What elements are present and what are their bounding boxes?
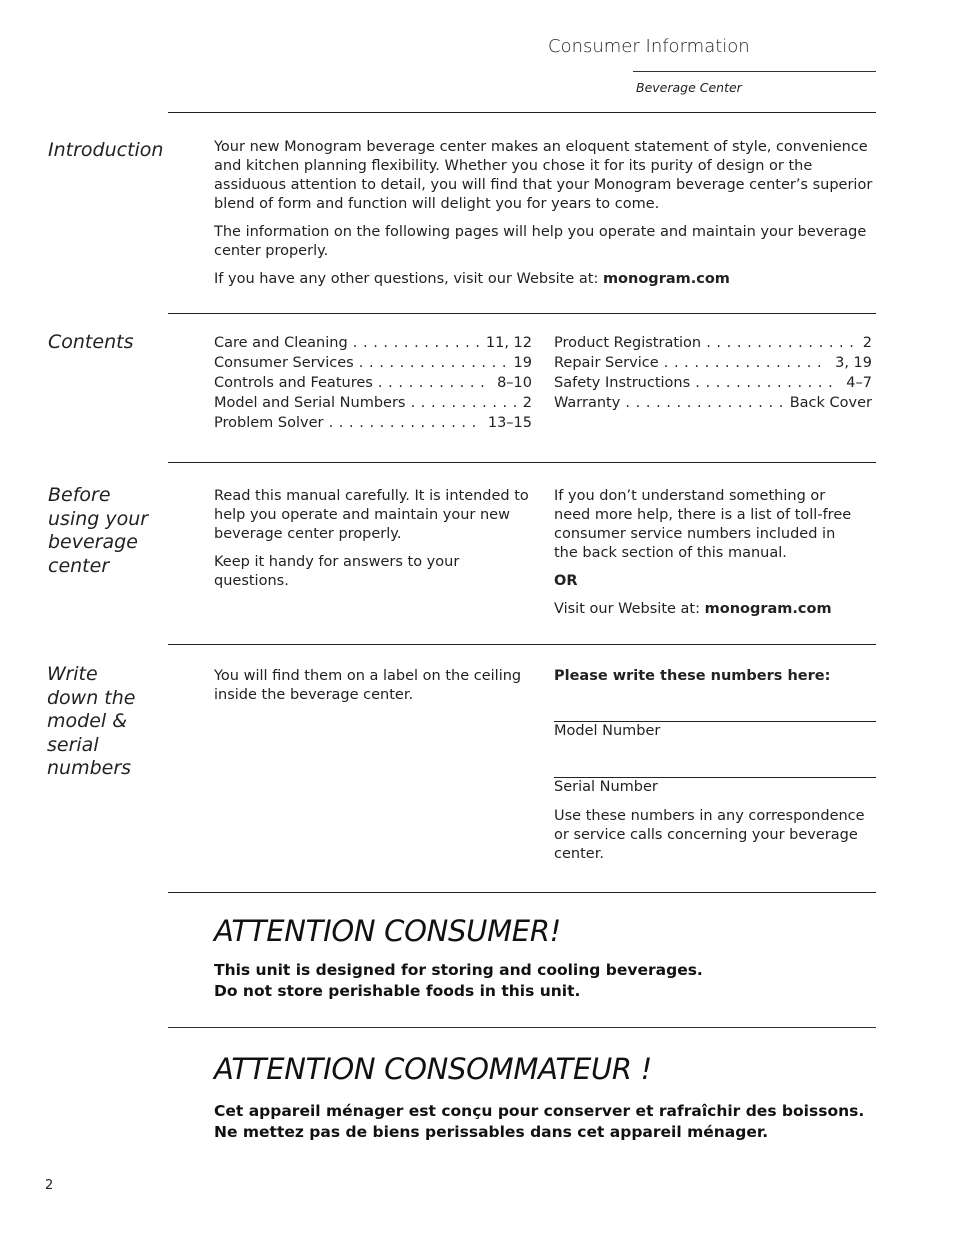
serial-number-field[interactable] xyxy=(554,777,876,778)
contents-heading: Contents xyxy=(48,331,134,353)
introduction-paragraph: Your new Monogram beverage center makes an eloquent statement of style, convenience and kitchen planning flexibility. Whether you chose it for its purity of design or the assiduous attention to detail, you will find that your Monogram beverage center’s superior blend of form and function will delight you for years to come. xyxy=(214,139,873,212)
website-text: Visit our Website at: xyxy=(554,601,705,617)
toc-entry[interactable] xyxy=(554,353,872,373)
toc-entry[interactable] xyxy=(214,373,532,393)
or-label xyxy=(554,572,854,591)
toc-page: 11, 12 xyxy=(485,335,532,351)
warning-line: This unit is designed for storing and cooling beverages. xyxy=(214,961,703,979)
toc-dots: . . . . . . . . . . . . . . xyxy=(690,375,834,391)
toc-label: Model and Serial Numbers xyxy=(214,395,406,411)
website-text: If you have any other questions, visit our Website at: xyxy=(214,271,603,287)
attention-consommateur-text xyxy=(214,1101,864,1143)
before-using-heading xyxy=(48,484,148,578)
section-divider xyxy=(168,644,876,645)
toc-page: 3, 19 xyxy=(835,355,872,371)
warning-line: Ne mettez pas de biens perissables dans cet appareil ménager. xyxy=(214,1123,769,1141)
write-numbers-heading xyxy=(554,667,874,686)
warning-line: Cet appareil ménager est conçu pour conserver et rafraîchir des boissons. xyxy=(214,1102,865,1120)
before-using-right xyxy=(554,487,854,619)
toc-entry[interactable] xyxy=(214,393,532,413)
section-divider xyxy=(168,892,876,893)
toc-dots: . . . . . . . . . . . xyxy=(405,395,518,411)
toc-page: 2 xyxy=(522,395,532,411)
attention-consommateur-title: ATTENTION CONSOMMATEUR ! xyxy=(214,1052,653,1086)
serial-number-label: Serial Number xyxy=(554,779,658,795)
introduction-paragraph xyxy=(214,270,874,289)
heading-line: down the xyxy=(47,686,136,709)
write-down-heading xyxy=(47,663,136,781)
introduction-body xyxy=(214,138,874,289)
toc-label: Controls and Features xyxy=(214,375,373,391)
heading-line: Write xyxy=(47,663,98,685)
heading-line: Before xyxy=(48,484,111,506)
heading-line: numbers xyxy=(47,757,132,779)
toc-label: Warranty xyxy=(554,395,621,411)
toc-dots: . . . . . . . . . . . . . . . xyxy=(323,415,477,431)
toc-dots: . . . . . . . . . . . . . . . . xyxy=(620,395,784,411)
model-number-field[interactable] xyxy=(554,721,876,722)
header-subtitle: Beverage Center xyxy=(636,80,742,95)
page-number: 2 xyxy=(45,1178,54,1193)
toc-page: 4–7 xyxy=(846,375,872,391)
attention-consumer-title: ATTENTION CONSUMER! xyxy=(214,914,562,948)
website-link[interactable]: monogram.com xyxy=(602,271,730,287)
paragraph: Read this manual carefully. It is intended to help you operate and maintain your new beverage center properly. xyxy=(214,488,529,542)
toc-dots: . . . . . . . . . . . . . . . . xyxy=(658,355,823,371)
model-number-label: Model Number xyxy=(554,723,661,739)
toc-dots: . . . . . . . . . . . xyxy=(372,375,486,391)
section-divider xyxy=(168,112,876,113)
toc-entry[interactable] xyxy=(214,333,532,353)
toc-label: Repair Service xyxy=(554,355,659,371)
toc-entry[interactable] xyxy=(554,373,872,393)
header-title: Consumer Information xyxy=(548,36,750,57)
toc-page: 2 xyxy=(862,335,872,351)
heading-line: serial xyxy=(47,733,99,756)
toc-page: 19 xyxy=(513,355,532,371)
paragraph: If you don’t understand something or need more help, there is a list of toll-free consumer service numbers included in the back section of this manual. xyxy=(554,488,852,561)
section-divider xyxy=(168,313,876,314)
paragraph: Use these numbers in any correspondence or service calls concerning your beverage center. xyxy=(554,808,865,862)
toc-label: Care and Cleaning xyxy=(214,335,348,351)
paragraph: You will find them on a label on the ceiling inside the beverage center. xyxy=(214,668,522,703)
toc-entry[interactable] xyxy=(214,353,532,373)
toc-entry[interactable] xyxy=(214,413,532,433)
website-link[interactable]: monogram.com xyxy=(704,601,832,617)
toc-page: 13–15 xyxy=(487,415,532,431)
toc-page: Back Cover xyxy=(789,395,872,411)
toc-label: Product Registration xyxy=(554,335,702,351)
write-down-right-note xyxy=(554,807,872,864)
section-divider xyxy=(168,1027,876,1028)
toc-page: 8–10 xyxy=(497,375,532,391)
paragraph: Keep it handy for answers to your questions. xyxy=(214,554,460,589)
header-divider xyxy=(633,71,876,72)
toc-entry[interactable] xyxy=(554,393,872,413)
write-numbers-heading-text: Please write these numbers here: xyxy=(554,668,831,684)
toc-label: Consumer Services xyxy=(214,355,354,371)
section-divider xyxy=(168,462,876,463)
toc-label: Problem Solver xyxy=(214,415,324,431)
heading-line: using your xyxy=(48,507,149,530)
heading-line: beverage xyxy=(48,531,138,553)
toc-dots: . . . . . . . . . . . . . . . xyxy=(701,335,855,351)
attention-consumer-text xyxy=(214,960,703,1002)
toc-entry[interactable] xyxy=(554,333,872,353)
heading-line: center xyxy=(48,554,110,577)
introduction-paragraph: The information on the following pages will help you operate and maintain your beverage center properly. xyxy=(214,224,867,259)
heading-line: model & xyxy=(47,710,128,732)
toc-dots: . . . . . . . . . . . . . . . xyxy=(353,355,507,371)
before-using-left xyxy=(214,487,532,591)
introduction-heading: Introduction xyxy=(48,139,164,161)
or-text: OR xyxy=(554,573,578,589)
write-down-left xyxy=(214,667,532,705)
toc-label: Safety Instructions xyxy=(554,375,691,391)
toc-dots: . . . . . . . . . . . . . xyxy=(347,335,481,351)
paragraph xyxy=(554,600,854,619)
warning-line: Do not store perishable foods in this unit. xyxy=(214,982,581,1000)
